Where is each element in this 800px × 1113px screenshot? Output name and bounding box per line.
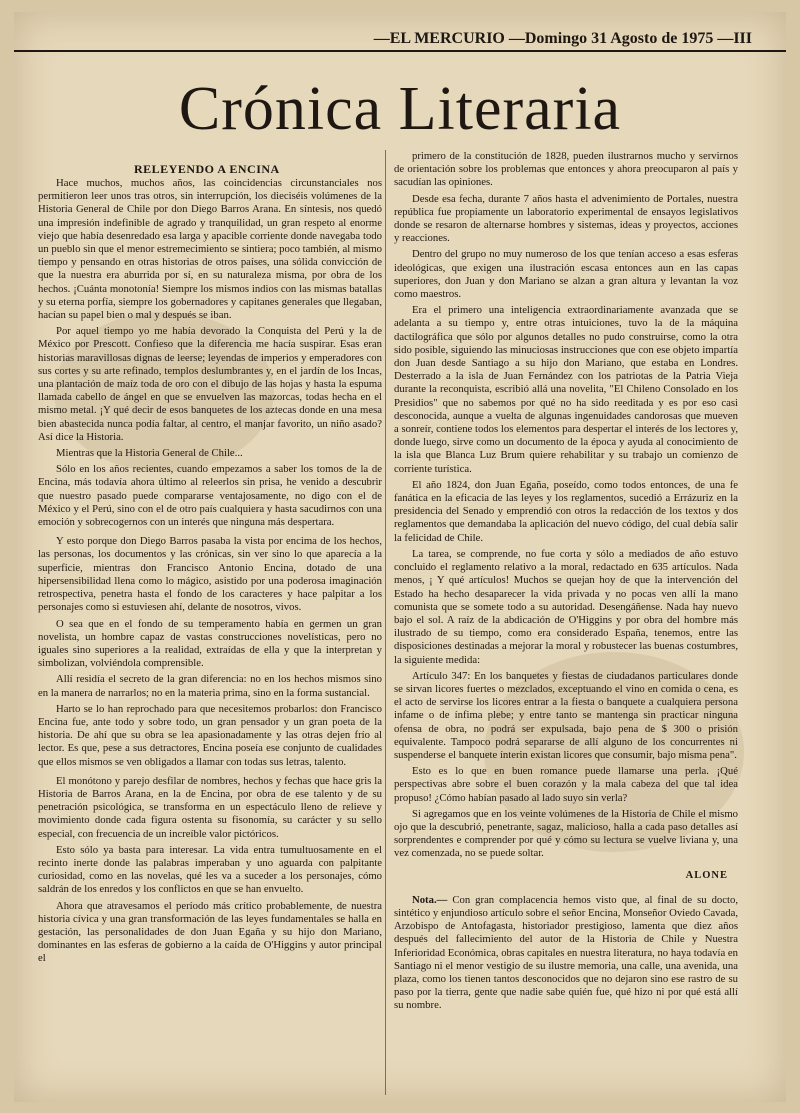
paragraph: Allí residía el secreto de la gran diferencia: no en los hechos mismos sino en la manera de narrarlos; no en la materia prima, sino en la forma sustancial.: [38, 673, 382, 699]
paragraph: La tarea, se comprende, no fue corta y sólo a mediados de año estuvo concluido el reglamento relativo a la moral, redactado en 635 artículos. Nada menos, ¡ Y qué artículos! Muchos se quejan hoy de que la intervención del Estado ha hecho desaparecer la vida privada y no pocas ven allí la mano comunista que se somete todo a su autoridad. Desengáñense. Nada hay nuevo bajo el sol. A raíz de la abdicación de O'Higgins y por obra del hombre más ilustrado de su tiempo, como era considerado España, tenemos, entre las disposiciones destinadas a mejorar la moral y robustecer las buenas costumbres, la siguiente medida:: [394, 547, 738, 666]
note-label: Nota.—: [412, 893, 448, 906]
running-head: —EL MERCURIO —Domingo 31 Agosto de 1975 —III: [373, 30, 752, 47]
paragraph: Y esto porque don Diego Barros pasaba la vista por encima de los hechos, las personas, los documentos y las crónicas, sin ver sino lo que aparecía a la superficie, mientras don Francisco Antonio Encina, dotado de una hipersensibilidad llena como lo mágico, asistido por una poderosa imaginación retrospectiva, penetra hasta el fondo de los caracteres y hace palpitar a los personajes como si estuviesen ahí, delante de nosotros, vivos.: [38, 535, 382, 614]
paragraph: O sea que en el fondo de su temperamento había en germen un gran novelista, un hombre capaz de vastas construcciones novelísticas, pero no iguales sino superiores a la realidad, extraídas de ella y que la interpretan y simbolizan, volviéndola comprensible.: [38, 617, 382, 670]
paragraph: Esto sólo ya basta para interesar. La vida entra tumultuosamente en el recinto inerte donde las palabras imperaban y uno aguarda con palpitante curiosidad, como en las novelas, qué les va a suceder a los personajes, cómo saldrán de los enredos y los conflictos en que se han envuelto.: [38, 843, 382, 896]
paragraph: Sólo en los años recientes, cuando empezamos a saber los tomos de la de Encina, más todavía ahora último al releerlos sin prisa, he venido a descubrir que nuestro pasado puede compararse ventajosamente, no digo con el de México y el Perú, sino con el de otro país cualquiera y hasta sacudirnos con una emoción y sobrecogernos con un interés que ninguna más despertara.: [38, 463, 382, 529]
paragraph: Era el primero una inteligencia extraordinariamente avanzada que se adelanta a su tiempo y, entre otras intuiciones, tuvo la de la máquina dactilográfica que sólo por algunos detalles no pudo construirse, como la otra sido posible, siguiendo las minuciosas instrucciones que con ese objeto impartía don Juan desde Santiago a su hijo don Mariano, que estaba en Londres. Desterrado a la isla de Juan Fernández con los patriotas de la Patria Vieja durante la reconquista, escribió allá una novelita, "El Chileno Consolado en los Presidios" que no sabemos por qué no ha sido reeditada y es por eso casi desconocida, aunque a vuelta de algunas ingenuidades candorosas que mueven a sonreír, contiene todos los elementos para despertar el interés de los lectores y, donde luego, sirve como un documento de la época y ayuda al conocimiento de la isla que Blanca Luz Brum quiere rehabilitar y su trabajo un comienzo de corriente turística.: [394, 304, 738, 475]
paragraph: Ahora que atravesamos el período más crítico probablemente, de nuestra historia cívica y una gran transformación de las leyes fundamentales se halla en gestación, las personalidades de don Juan Egaña y su hijo don Mariano, dominantes en las esferas de gobierno a la caída de O'Higgins y autor principal el: [38, 899, 382, 965]
paragraph: Artículo 347: En los banquetes y fiestas de ciudadanos particulares donde se sirvan licores fuertes o mezclados, exceptuando el vino en comida o cena, es el acto de servirse los licores entrar a la fiesta o banquete a cualquiera persona infame o de ínfima plebe; y entre tanto se mantenga sin practicar ninguna ofensa de obra, no podrá ser expulsada, bajo pena de $ 300 o prisión equivalente. Tampoco podrá separarse de allí alguno de los concurrentes ni suspenderse el banquete ínterin existan licores que consumir, bajo misma pena".: [394, 669, 738, 761]
left-column: [38, 177, 382, 1092]
paragraph: Si agregamos que en los veinte volúmenes de la Historia de Chile el mismo ojo que la descubrió, penetrante, sagaz, malicioso, halla a cada paso detalles así sorprendentes e comprender por qué y cómo su lectura se vuelve liviana y, una vez comenzada, no se puede soltar.: [394, 807, 738, 860]
masthead-rule: [14, 22, 786, 52]
article-title: Crónica Literaria: [178, 75, 622, 143]
paragraph: Desde esa fecha, durante 7 años hasta el advenimiento de Portales, nuestra república fue propiamente un laboratorio experimental de ensayos legislativos donde se resaron de alternarse hombres y sistemas, ideas y proyectos, acciones y reacciones.: [394, 192, 738, 245]
author-signature: ALONE: [685, 869, 728, 881]
paragraph: Dentro del grupo no muy numeroso de los que tenían acceso a esas esferas ideológicas, que exigen una ilustración escasa entonces aun en las capas superiores, don Juan y don Mariano se alzan a gran altura y levantan la voz como maestros.: [394, 248, 738, 301]
right-column: [394, 150, 738, 1097]
paragraph: Por aquel tiempo yo me había devorado la Conquista del Perú y la de México por Prescott. Confieso que la diferencia me hacía suspirar. Esas eran historias maravillosas dignas de leerse; leyendas de imperios y emperadores con sus cortes y su arte refinado, templos deslumbrantes y, en el jardín de los Incas, una plantación de maíz toda de oro con el dibujo de las hojas y hasta la espuma llamada cabello de ángel en que se envuelven las mazorcas, todas hecha en el mismo metal. ¡Y qué decir de esos banquetes de los aztecas donde en una mesa bien abastecida nunca podía faltar, al centro, el manjar favorito, un niño asado? Así dice la Historia.: [38, 325, 382, 443]
column-divider: [385, 150, 386, 1095]
newspaper-page: [14, 12, 786, 1102]
paragraph: Mientras que la Historia General de Chile...: [56, 447, 243, 460]
paragraph: Esto es lo que en buen romance puede llamarse una perla. ¡Qué perspectivas abre sobre el buen corazón y la mala cabeza del que tal idea propuso! ¿Cómo habían pasado al lado suyo sin verla?: [394, 765, 738, 804]
editor-note: [394, 894, 738, 1013]
paragraph: Harto se lo han reprochado para que necesitemos probarlos: don Francisco Encina fue, ante todo y sobre todo, un gran pensador y un gran poeta de la historia. De ahí que su obra se lea apasionadamente y las otras dejen frío al lector. Es que, pese a sus detractores, Encina poseía ese conjunto de cualidades que ellos mismos se ven obligados a llamar con todas sus letras, talento.: [38, 702, 382, 768]
article-subtitle: RELEYENDO A ENCINA: [134, 162, 280, 176]
paragraph: El año 1824, don Juan Egaña, poseído, como todos entonces, de una fe fanática en la eficacia de las leyes y los reglamentos, sucedió a Errázuriz en la presidencia del Senado y emprendió con otros la redacción de los textos y dos reglamentos que demandaba la aplicación del nuevo código, del cual debía salir la felicidad de Chile.: [394, 478, 738, 544]
note-text: Con gran complacencia hemos visto que, al final de su docto, sintético y enjundioso artículo sobre el señor Encina, Monseñor Oviedo Cavada, Arzobispo de Antofagasta, historiador prestigioso, lamenta que diez años después del fallecimiento del autor de la Historia de Chile y Nuestra Inferioridad Económica, obras capitales en nuestra literatura, no haya todavía en Santiago ni el menor vestigio de su ilustre memoria, una calle, una avenida, una plaza, como los tienen tantos desconocidos que no dejaron sino ese rastro de su paso por la tierra, gente que nadie sabe quién fue, qué hizo ni por qué está allí su nombre.: [394, 893, 738, 1012]
paragraph: primero de la constitución de 1828, pueden ilustrarnos mucho y servirnos de orientación sobre los problemas que entonces y ahora preocuparon al país y sacudían las opiniones.: [394, 150, 738, 189]
paragraph: Hace muchos, muchos años, las coincidencias circunstanciales nos permitieron leer unos tras otros, sin interrupción, los dieciséis volúmenes de la Historia General de Chile por don Diego Barros Arana. En síntesis, nos quedó una impresión indefinible de agrado y tranquilidad, un gran respeto al enorme viejo que había desenredado esa larga y apacible corriente donde navegaba todo un pueblo sin que el menor estremecimiento se sintiera; poco también, al mismo tiempo y pensando en otras historias de otros países, una sólida convicción de que la nuestra era aburrida por sí, en su naturaleza misma, por obra de los hechos. ¡Cuánta monotonía! Siempre los mismos indios con las mismas batallas y su eterna porfía, siempre los gobernadores y capitanes generales que llegaban, hacían su papel bien o mal y después se iban.: [38, 177, 382, 322]
paragraph: El monótono y parejo desfilar de nombres, hechos y fechas que hace gris la Historia de Barros Arana, en la de Encina, por obra de ese talento y de su penetración psicológica, se transforma en un espectáculo lleno de relieve y movimiento donde cada figura ostenta su fisonomía, su carácter y su sello especial, con frecuencia de un increíble valor pictóricos.: [38, 774, 382, 840]
